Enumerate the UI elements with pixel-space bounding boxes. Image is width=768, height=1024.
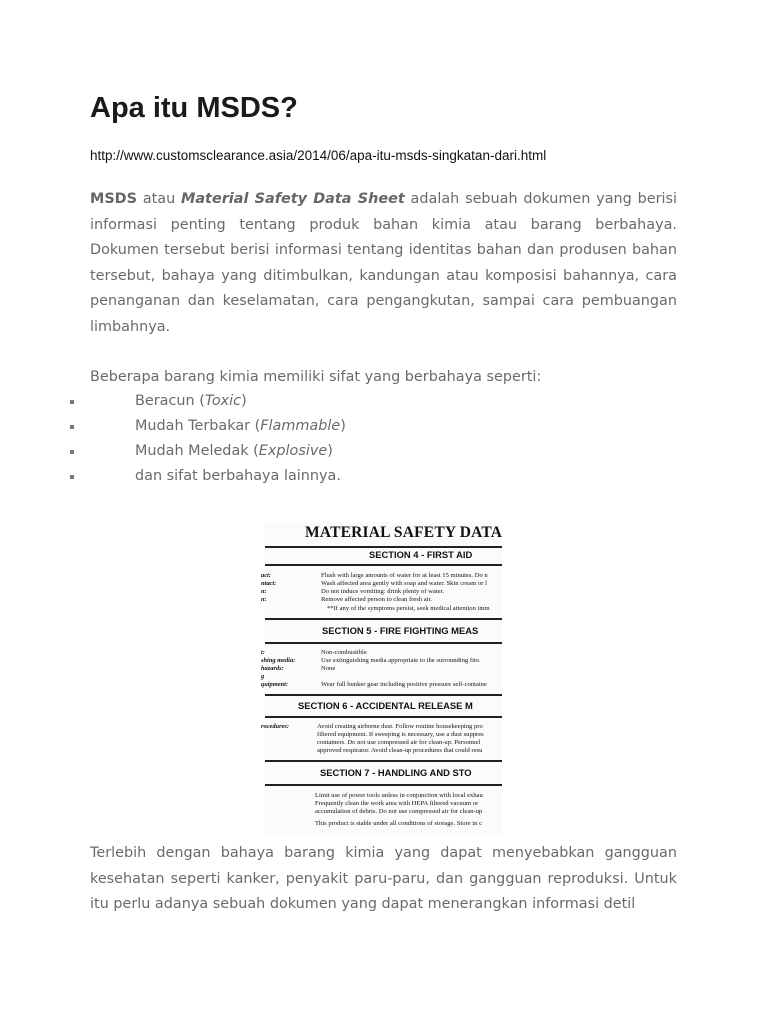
bullet-icon [70,475,74,479]
scan-section-heading: SECTION 7 - HANDLING AND STO [320,767,472,778]
divider [265,694,502,696]
scan-section-heading: SECTION 4 - FIRST AID [369,549,473,560]
bullet-icon [70,425,74,429]
bullet-icon [70,450,74,454]
page-title: Apa itu MSDS? [90,92,298,124]
divider [265,642,502,644]
bullet-icon [70,400,74,404]
msds-scan-image: MATERIAL SAFETY DATA SECTION 4 - FIRST AID act: ntact: n: n: Flush with large amounts of water for at least 15 minutes. Do n Wash affected area gently with soap and water. Skin cream or l Do not induce vomiting: drink plenty of water. Remove affected person to clean fresh air. **If any of the symptoms persist, seek medical attention imm SECTION 5 - FIRE FIGHTING MEAS t: shing media: hazards: g quipment: Non-combustible Use extinguishing media appropriate to the surrounding fire. None Wear full bunker gear including positive pressure self-containe SECTION 6 - ACCIDENTAL RELEASE M rocedures: Avoid creating airborne dust. Follow routine housekeeping pro filtered equipment. If sweeping is necessary, use a dust suppres containers. Do not use compressed air for clean-up. Personnel approved respirator. Avoid clean-up procedures that could resu SECTION 7 - HANDLING AND STO Limit use of power tools unless in conjunction with local exhau Frequently clean the work area with HEPA filtered vacuum or accumulation of debris. Do not use compressed air for clean-up This product is stable under all conditions of storage. Store in c [265,522,502,837]
source-url[interactable]: http://www.customsclearance.asia/2014/06/apa-itu-msds-singkatan-dari.html [90,148,547,163]
divider [265,760,502,762]
list-intro: Beberapa barang kimia memiliki sifat yang berbahaya seperti: [90,369,542,385]
intro-connector: atau [137,191,182,207]
divider [265,784,502,786]
term-full: Material Safety Data Sheet [181,191,405,207]
divider [265,564,502,566]
scan-section-heading: SECTION 5 - FIRE FIGHTING MEAS [322,625,479,636]
scan-heading: MATERIAL SAFETY DATA [305,524,503,541]
divider [265,546,502,548]
intro-paragraph [90,187,677,340]
closing-paragraph: Terlebih dengan bahaya barang kimia yang dapat menyebabkan gangguan kesehatan seperti kanker, penyakit paru-paru, dan gangguan reproduksi. Untuk itu perlu adanya sebuah dokumen yang dapat menerangkan informasi detil [90,845,677,912]
divider [265,716,502,718]
document-page: Apa itu MSDS? http://www.customsclearance.asia/2014/06/apa-itu-msds-singkatan-dari.html MSDS atau Material Safety Data Sheet adalah sebuah dokumen yang berisi informasi penting tentang produk bahan kimia atau barang berbahaya. Dokumen tersebut berisi informasi tentang identitas bahan dan produsen bahan tersebut, bahaya yang ditimbulkan, kandungan atau komposisi bahannya, cara penanganan dan keselamatan, cara pengangkutan, sampai cara pembuangan limbahnya. Beberapa barang kimia memiliki sifat yang berbahaya seperti: Beracun (Toxic) Mudah Terbakar (Flammable) Mudah Meledak (Explosive) dan sifat berbahaya lainnya. MATERIAL SAFETY DATA SECTION 4 - FIRST AID act: ntact: n: n: Flush with large amounts of water for at least 15 minutes. Do n Wash affected area gently with soap and water. Skin cream or l Do not induce vomiting: drink plenty of water. Remove affected person to clean fresh air. **If any of the symptoms persist, seek medical attention imm SECTION 5 - FIRE FIGHTING MEAS t: shing media: hazards: g quipment: Non-combustible Use extinguishing media appropriate to the surrounding fire. None Wear full bunker gear including positive pressure self-containe SECTION 6 - ACCIDENTAL RELEASE M rocedures: Avoid creating airborne dust. Follow routine housekeeping pro filtered equipment. If sweeping is necessary, use a dust suppres containers. Do not use compressed air for clean-up. Personnel approved respirator. Avoid clean-up procedures that could resu SECTION 7 - HANDLING AND STO Limit use of power tools unless in conjunction with local exhau Frequently clean the work area with HEPA filtered vacuum or accumulation of debris. Do not use compressed air for clean-up This product is stable under all conditions of storage. Store in c Terlebih dengan bahaya barang kimia yang dapat menyebabkan gangguan kesehatan seperti kanker, penyakit paru-paru, dan gangguan reproduksi. Untuk itu perlu adanya sebuah dokumen yang dapat menerangkan informasi detil [0,0,768,1024]
term-msds: MSDS [90,191,137,207]
intro-body: adalah sebuah dokumen yang berisi informasi penting tentang produk bahan kimia atau barang berbahaya. Dokumen tersebut berisi informasi tentang identitas bahan dan produsen bahan tersebut, bahaya yang ditimbulkan, kandungan atau komposisi bahannya, cara penanganan dan keselamatan, cara pengangkutan, sampai cara pembuangan limbahnya. [90,191,677,335]
scan-section-heading: SECTION 6 - ACCIDENTAL RELEASE M [298,700,473,711]
divider [265,618,502,620]
